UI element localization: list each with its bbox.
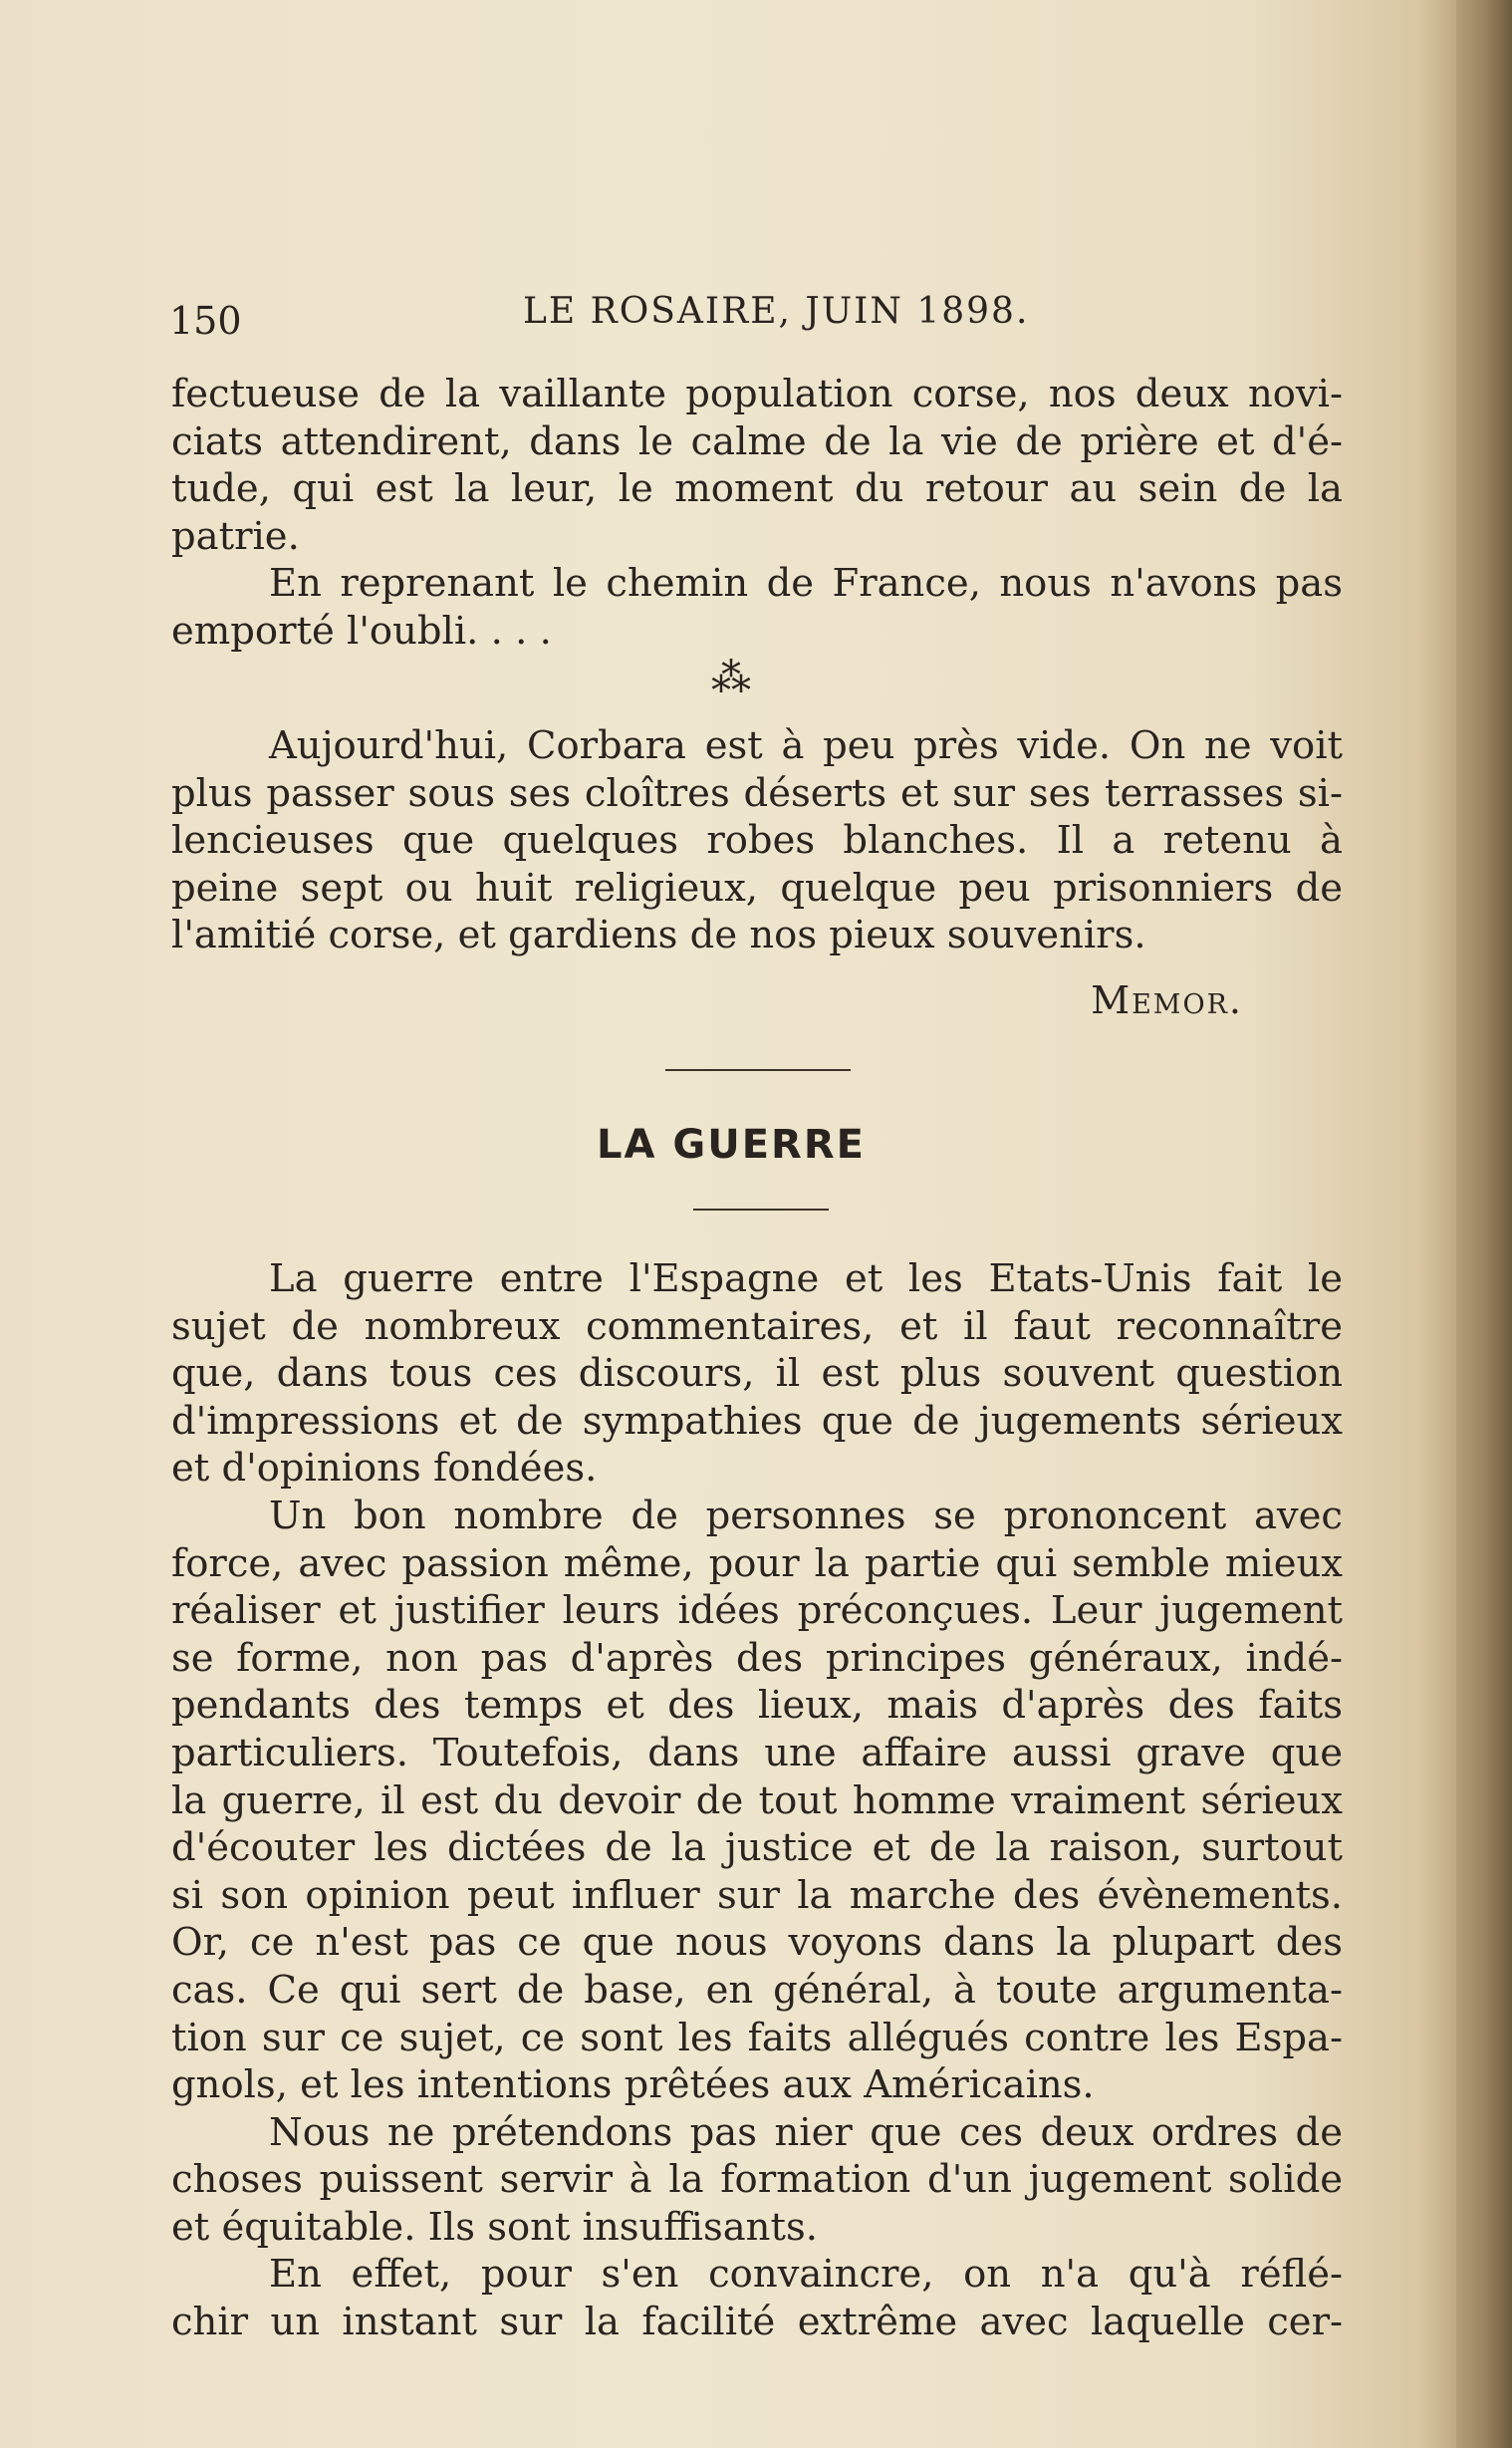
text-line: particuliers. Toutefois, dans une affaire aussi grave que bbox=[171, 1730, 1343, 1775]
text-line: sujet de nombreux commentaires, et il faut reconnaître bbox=[171, 1303, 1343, 1349]
paragraph-group-1 bbox=[171, 371, 1343, 656]
text-line: que, dans tous ces discours, il est plus souvent question bbox=[171, 1351, 1343, 1397]
text-line: se forme, non pas d'après des principes généraux, indé- bbox=[171, 1635, 1343, 1681]
text-line: tude, qui est la leur, le moment du retour au sein de la bbox=[171, 466, 1343, 512]
page-number: 150 bbox=[169, 299, 242, 343]
text-line: Nous ne prétendons pas nier que ces deux ordres de bbox=[269, 2109, 1343, 2155]
text-line: d'écouter les dictées de la justice et de la raison, surtout bbox=[171, 1825, 1343, 1871]
article-body bbox=[171, 1255, 1343, 2346]
text-line: Or, ce n'est pas ce que nous voyons dans la plupart des bbox=[171, 1920, 1343, 1966]
text-line: Aujourd'hui, Corbara est à peu près vide. On ne voit bbox=[269, 723, 1343, 768]
text-line: lencieuses que quelques robes blanches. Il a retenu à bbox=[171, 818, 1343, 864]
text-line: et d'opinions fondées. bbox=[171, 1446, 598, 1492]
page-edge bbox=[1456, 0, 1512, 2448]
text-line: d'impressions et de sympathies que de jugements sérieux bbox=[171, 1398, 1343, 1444]
text-line: gnols, et les intentions prêtées aux Américains. bbox=[171, 2062, 1095, 2108]
text-line: plus passer sous ses cloîtres déserts et sur ses terrasses si- bbox=[171, 770, 1343, 816]
title-underline bbox=[693, 1209, 829, 1211]
text-line: fectueuse de la vaillante population corse, nos deux novi- bbox=[171, 372, 1343, 416]
text-line: réaliser et justifier leurs idées préconçues. Leur jugement bbox=[171, 1588, 1343, 1634]
text-line: force, avec passion même, pour la partie qui semble mieux bbox=[171, 1540, 1343, 1586]
running-header bbox=[169, 291, 1345, 341]
text-line: patrie. bbox=[171, 513, 300, 559]
author-signature: Memor. bbox=[1091, 978, 1243, 1022]
text-line: En effet, pour s'en convaincre, on n'a qu'à réflé- bbox=[269, 2252, 1343, 2298]
text-line: ciats attendirent, dans le calme de la vie de prière et d'é- bbox=[171, 418, 1343, 464]
text-line: pendants des temps et des lieux, mais d'après des faits bbox=[171, 1683, 1343, 1729]
text-line: Un bon nombre de personnes se prononcent avec bbox=[269, 1493, 1343, 1538]
text-line: et équitable. Ils sont insuffisants. bbox=[171, 2204, 818, 2250]
text-line: chir un instant sur la facilité extrême avec laquelle cer- bbox=[171, 2300, 1343, 2345]
text-line: choses puissent servir à la formation d'un jugement solide bbox=[171, 2157, 1343, 2203]
text-line: La guerre entre l'Espagne et les Etats-Unis fait le bbox=[269, 1256, 1343, 1301]
asterism-ornament: ⁂ bbox=[711, 656, 751, 701]
text-line: peine sept ou huit religieux, quelque peu prisonniers de bbox=[171, 865, 1343, 911]
separator-rule bbox=[665, 1069, 851, 1071]
text-line: l'amitié corse, et gardiens de nos pieux souvenirs. bbox=[171, 913, 1146, 958]
text-line: la guerre, il est du devoir de tout homme vraiment sérieux bbox=[171, 1777, 1343, 1823]
paragraph-group-2 bbox=[171, 722, 1343, 959]
text-line: cas. Ce qui sert de base, en général, à toute argumenta- bbox=[171, 1967, 1343, 2013]
text-line: En reprenant le chemin de France, nous n'avons pas bbox=[269, 561, 1343, 607]
text-line: tion sur ce sujet, ce sont les faits allégués contre les Espa- bbox=[171, 2015, 1343, 2060]
text-line: si son opinion peut influer sur la marche des évènements. bbox=[171, 1872, 1343, 1918]
running-title: LE ROSAIRE, JUIN 1898. bbox=[523, 291, 1030, 332]
text-line: emporté l'oubli. . . . bbox=[171, 608, 552, 654]
section-title: LA GUERRE bbox=[597, 1122, 866, 1168]
